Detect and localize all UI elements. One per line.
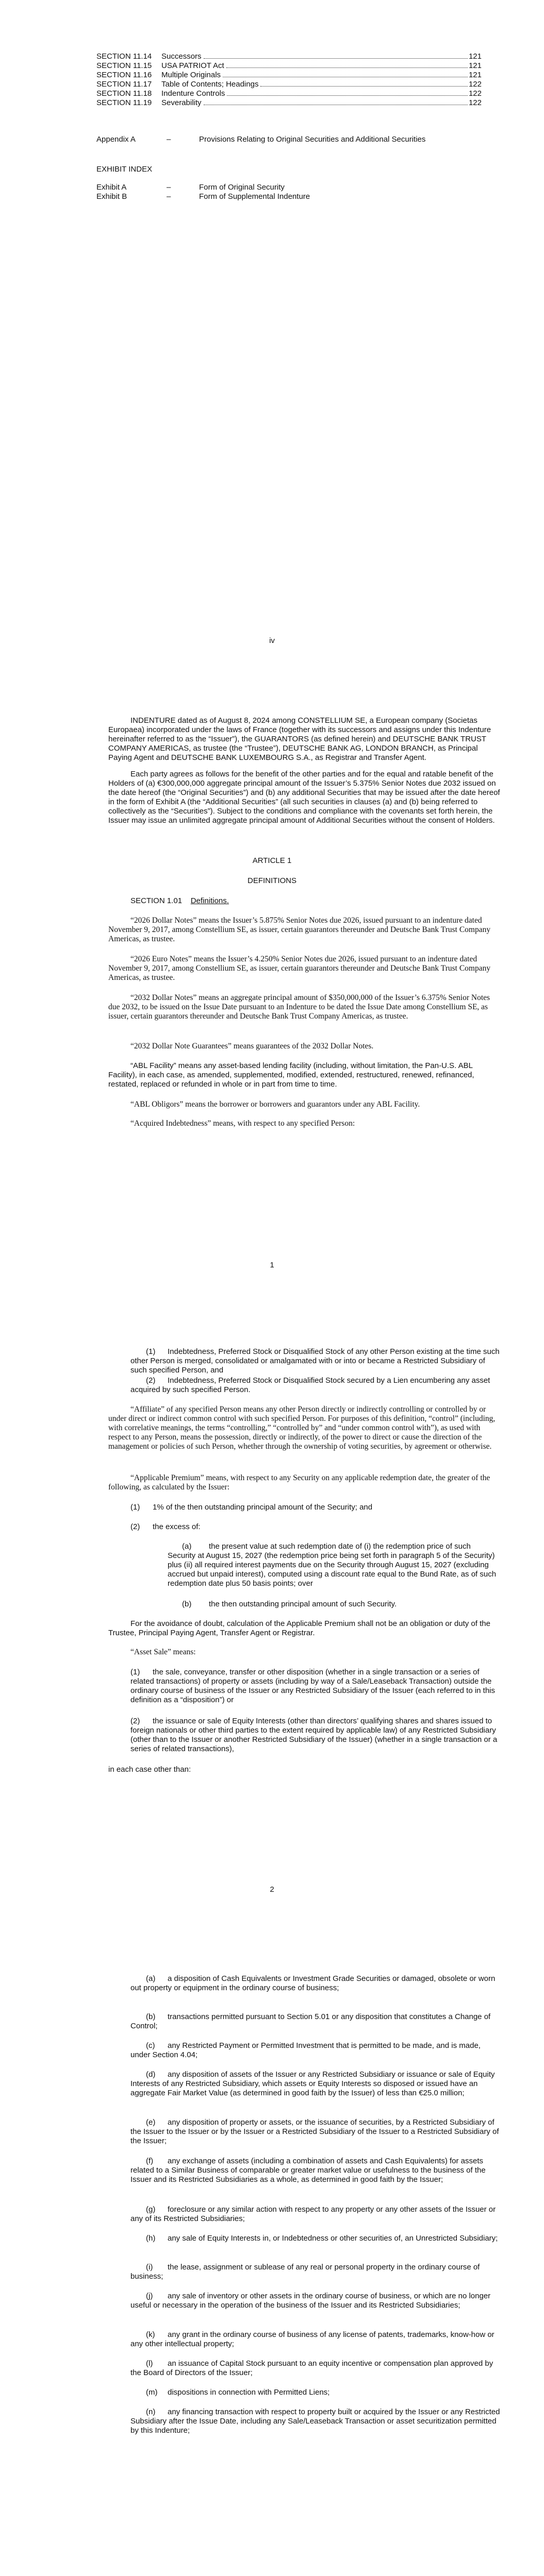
list-number: (1) (130, 1503, 140, 1512)
list-number: (l) (146, 2359, 153, 2368)
list-number: (n) (146, 2408, 156, 2416)
list-number: (k) (146, 2330, 155, 2339)
list-number: (c) (146, 2041, 155, 2050)
list-item: transactions permitted pursuant to Section 5.01 or any disposition that constitutes a Change of Control; (130, 2012, 491, 2030)
list-number: (a) (182, 1542, 192, 1551)
list-number: (b) (146, 2012, 156, 2021)
section-title: Definitions. (190, 896, 229, 905)
definitions-heading: DEFINITIONS (247, 876, 296, 885)
list-item: dispositions in connection with Permitted Liens; (168, 2388, 330, 2397)
list-number: (g) (146, 2205, 156, 2214)
page-number: 2 (270, 1885, 274, 1894)
exhibit-row[interactable]: Exhibit A – Form of Original Security (96, 183, 285, 192)
list-number: (b) (182, 1600, 192, 1608)
list-item: the present value at such redemption date of (i) the redemption price of such Security at August 15, 2027 (the redemption price being set forth in paragraph 5 of the Security) plus (ii) all required interest payments due on the Security through August 15, 2027 (excluding accrued but unpaid interest), computed using a discount rate equal to the Bund Rate, as of such redemption date plus 50 basis points; over (168, 1542, 497, 1588)
list-number: (2) (146, 1376, 156, 1385)
list-item: the then outstanding principal amount of such Security. (209, 1600, 397, 1608)
list-item: the issuance or sale of Equity Interests (other than directors’ qualifying shares and shares issued to foreign nationals or other third parties to the extent required by applicable law) of any Restricted Subsidiary (other than to the Issuer or another Restricted Subsidiary of the Issuer) (whether in a single transaction or a series of related transactions), (130, 1717, 498, 1753)
toc-row[interactable]: SECTION 11.18 Indenture Controls 122 (96, 89, 482, 98)
list-item: foreclosure or any similar action with respect to any property or any other assets of the Issuer or any of its Restricted Subsidiaries; (130, 2205, 496, 2223)
list-number: (j) (146, 2292, 153, 2300)
definition-abl-obligors: “ABL Obligors” means the borrower or borrowers and guarantors under any ABL Facility. (130, 1100, 420, 1109)
toc-row[interactable]: SECTION 11.17 Table of Contents; Headings 122 (96, 80, 482, 89)
list-item: Indebtedness, Preferred Stock or Disqualified Stock secured by a Lien encumbering any asset acquired by such specified Person. (130, 1376, 490, 1394)
list-item: any disposition of property or assets, or the issuance of securities, by a Restricted Subsidiary of the Issuer to the Issuer or by the Issuer or a Restricted Subsidiary of the Issuer to a Restricted Subsidiary of the Issuer; (130, 2118, 499, 2145)
list-number: (f) (146, 2157, 154, 2165)
list-item: Indebtedness, Preferred Stock or Disqualified Stock of any other Person existing at the time such other Person is merged, consolidated or amalgamated with or into or became a Restricted Subsidiary of such specified Person, and (130, 1347, 500, 1375)
avoidance-paragraph: For the avoidance of doubt, calculation of the Applicable Premium shall not be an obligation or duty of the Trustee, Principal Paying Agent, Transfer Agent or Registrar. (108, 1619, 490, 1637)
list-item: the sale, conveyance, transfer or other disposition (whether in a single transaction or a series of related transactions) of property or assets (including by way of a Sale/Leaseback Transaction) outside the ordinary course of business of the Issuer or any Restricted Subsidiary of the Issuer (each referred to in this definition as a “disposition”) or (130, 1668, 496, 1704)
list-item: any financing transaction with respect to property built or acquired by the Issuer or any Restricted Subsidiary after the Issue Date, including any Sale/Leaseback Transaction or asset securitization permitted by this Indenture; (130, 2408, 500, 2435)
toc-leader (260, 86, 468, 87)
definition-applicable-premium: “Applicable Premium” means, with respect to any Security on any applicable redemption date, the greater of the following, as calculated by the Issuer: (108, 1473, 490, 1492)
definition-acquired-indebtedness: “Acquired Indebtedness” means, with respect to any specified Person: (130, 1119, 355, 1128)
definition-2032-dollar-notes: “2032 Dollar Notes” means an aggregate principal amount of $350,000,000 of the Issuer’s 6.375% Senior Notes due 2032, to be issued on the Issue Date pursuant to an Indenture to be dated the Issue Date among Constellium SE, as issuer, certain guarantors thereunder and Deutsche Bank Trust Company Americas, as trustee. (108, 993, 490, 1021)
list-number: (2) (130, 1522, 140, 1531)
list-number: (2) (130, 1717, 140, 1725)
page-number: 1 (270, 1261, 274, 1269)
toc-leader (227, 95, 468, 96)
list-item: any exchange of assets (including a combination of assets and Cash Equivalents) for assets related to a Similar Business of comparable or greater market value or usefulness to the business of the Issuer and its Restricted Subsidiaries as a whole, as determined in good faith by the Issuer; (130, 2157, 486, 2184)
list-number: (h) (146, 2234, 156, 2243)
section-heading (130, 896, 229, 906)
section-number: SECTION 1.01 (130, 896, 183, 905)
indenture-intro: INDENTURE dated as of August 8, 2024 among CONSTELLIUM SE, a European company (Societas Europaea) incorporated under the laws of France (together with its successors and assigns under this Indenture hereinafter referred to as the “Issuer”), the GUARANTORS (as defined herein) and DEUTSCHE BANK TRUST COMPANY AMERICAS, as trustee (the “Trustee”), DEUTSCHE BANK AG, LONDON BRANCH, as Principal Paying Agent and DEUTSCHE BANK LUXEMBOURG S.A., as Registrar and Transfer Agent. (108, 716, 491, 762)
agreement-paragraph: Each party agrees as follows for the benefit of the other parties and for the equal and ratable benefit of the Holders of (a) €300,000,000 aggregate principal amount of the Issuer’s 5.375% Senior Notes due 2032 issued on the date hereof (the “Original Securities”) and (b) any additional Securities that may be issued after the date hereof in the form of Exhibit A (the “Additional Securities” (all such securities in clauses (a) and (b) being referred to collectively as the “Securities”). Subject to the conditions and compliance with the covenants set forth herein, the Issuer may issue an unlimited aggregate principal amount of Additional Securities without the consent of Holders. (108, 770, 500, 825)
definition-affiliate: “Affiliate” of any specified Person means any other Person directly or indirectly controlling or controlled by or under direct or indirect common control with such specified Person. For purposes of this definition, “control” (including, with correlative meanings, the terms “controlling,” “controlled by” and “under common control with”), as used with respect to any Person, means the possession, directly or indirectly, of the power to direct or cause the direction of the management or policies of such Person, whether through the ownership of voting securities, by agreement or otherwise. (108, 1405, 496, 1451)
toc-row[interactable]: SECTION 11.14 Successors 121 (96, 52, 482, 61)
list-number: (m) (146, 2388, 158, 2397)
list-item: 1% of the then outstanding principal amount of the Security; and (153, 1503, 373, 1512)
list-item: any Restricted Payment or Permitted Investment that is permitted to be made, and is made, under Section 4.04; (130, 2041, 481, 2059)
definition-2026-euro-notes: “2026 Euro Notes” means the Issuer’s 4.250% Senior Notes due 2026, issued pursuant to an indenture dated November 9, 2017, among Constellium SE, as issuer, certain guarantors thereunder and Deutsche Bank Trust Company Americas, as trustee. (108, 955, 491, 982)
definition-2026-dollar-notes: “2026 Dollar Notes” means the Issuer’s 5.875% Senior Notes due 2026, issued pursuant to an indenture dated November 9, 2017, among Constellium SE, as issuer, certain guarantors thereunder and Deutsche Bank Trust Company Americas, as trustee. (108, 916, 491, 943)
list-item: the lease, assignment or sublease of any real or personal property in the ordinary course of business; (130, 2263, 480, 2281)
toc-row[interactable]: SECTION 11.19 Severability 122 (96, 98, 482, 107)
appendix-row[interactable]: Appendix A – Provisions Relating to Original Securities and Additional Securities (96, 135, 426, 144)
list-item: any grant in the ordinary course of business of any license of patents, trademarks, know-how or any other intellectual property; (130, 2330, 494, 2348)
toc-leader (226, 67, 468, 68)
toc-leader (204, 58, 468, 59)
list-item: any sale of Equity Interests in, or Indebtedness or other securities of, an Unrestricted Subsidiary; (168, 2234, 498, 2243)
list-number: (1) (130, 1668, 140, 1676)
list-item: a disposition of Cash Equivalents or Investment Grade Securities or damaged, obsolete or worn out property or equipment in the ordinary course of business; (130, 1974, 496, 1992)
article-heading: ARTICLE 1 (252, 856, 292, 865)
definition-asset-sale: “Asset Sale” means: (130, 1648, 196, 1656)
page-number: iv (269, 636, 275, 645)
in-each-case: in each case other than: (108, 1765, 191, 1774)
list-number: (e) (146, 2118, 156, 2127)
list-number: (a) (146, 1974, 156, 1983)
list-number: (1) (146, 1347, 156, 1356)
definition-abl-facility: “ABL Facility” means any asset-based lending facility (including, without limitation, the Pan-U.S. ABL Facility), in each case, as amended, supplemented, modified, extended, restructured, renewed, refinanced, restated, replaced or refunded in whole or in part from time to time. (108, 1061, 474, 1089)
list-item: an issuance of Capital Stock pursuant to an equity incentive or compensation plan approved by the Board of Directors of the Issuer; (130, 2359, 493, 2377)
definition-2032-guarantees: “2032 Dollar Note Guarantees” means guarantees of the 2032 Dollar Notes. (130, 1042, 374, 1050)
list-item: any disposition of assets of the Issuer or any Restricted Subsidiary or issuance or sale of Equity Interests of any Restricted Subsidiary, which assets or Equity Interests so disposed or issued have an aggregate Fair Market Value (as determined in good faith by the Issuer) of less than €25.0 million; (130, 2070, 495, 2097)
list-item: the excess of: (153, 1522, 201, 1531)
toc-row[interactable]: SECTION 11.16 Multiple Originals 121 (96, 71, 482, 79)
exhibit-row[interactable]: Exhibit B – Form of Supplemental Indenture (96, 192, 310, 201)
exhibit-index-heading: EXHIBIT INDEX (96, 165, 153, 174)
toc-row[interactable]: SECTION 11.15 USA PATRIOT Act 121 (96, 61, 482, 70)
list-number: (d) (146, 2070, 156, 2079)
list-item: any sale of inventory or other assets in the ordinary course of business, or which are no longer useful or necessary in the operation of the business of the Issuer and its Restricted Subsidiaries; (130, 2292, 491, 2310)
list-number: (i) (146, 2263, 153, 2272)
